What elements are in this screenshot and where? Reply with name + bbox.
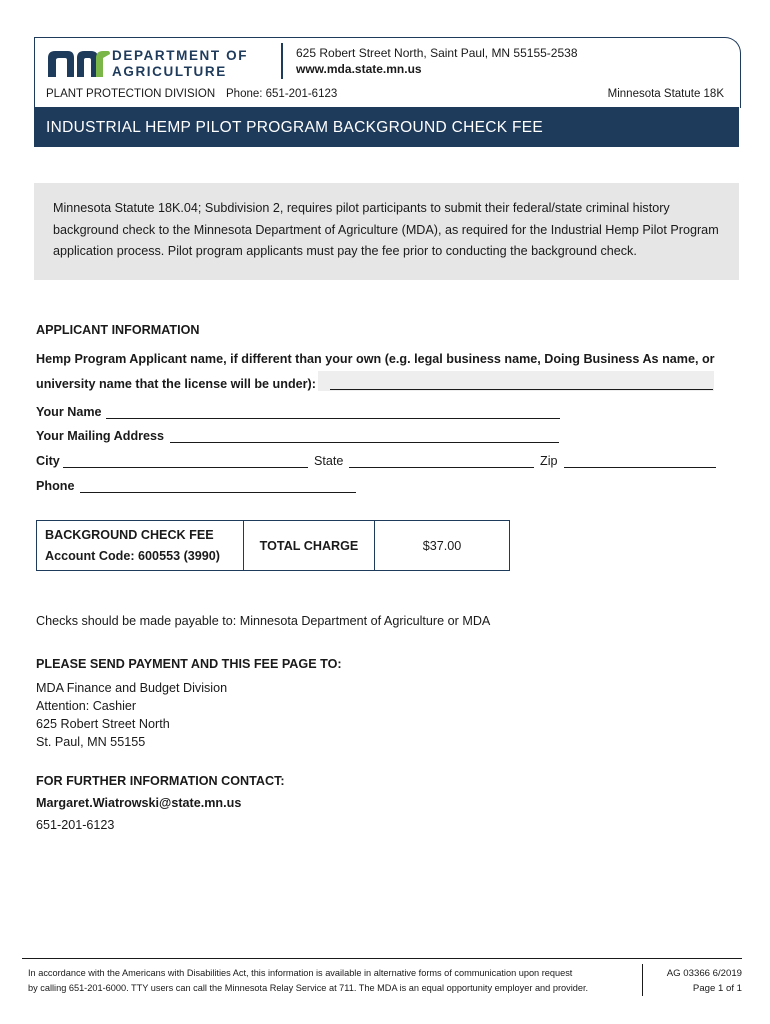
business-name-label-2: university name that the license will be under): xyxy=(36,377,316,391)
footer-line-1: In accordance with the Americans with Disabilities Act, this information is available in alternative forms of communication upon request xyxy=(28,968,573,978)
send-line-2: Attention: Cashier xyxy=(36,699,137,713)
mailing-address-label: Your Mailing Address xyxy=(36,429,165,443)
fee-table xyxy=(36,520,510,571)
contact-email[interactable]: Margaret.Wiatrowski@state.mn.us xyxy=(36,796,242,810)
logo-line-2: AGRICULTURE xyxy=(112,64,227,79)
footer-divider xyxy=(642,964,643,996)
footer-line-2: by calling 651-201-6000. TTY users can call the Minnesota Relay Service at 711. The MDA is an equal opportunity employer and provider. xyxy=(28,983,589,993)
title-banner xyxy=(34,107,739,147)
business-name-field[interactable] xyxy=(318,371,714,391)
send-heading: PLEASE SEND PAYMENT AND THIS FEE PAGE TO: xyxy=(36,657,342,671)
website-link[interactable]: www.mda.state.mn.us xyxy=(296,62,422,76)
phone-field[interactable] xyxy=(80,492,356,493)
zip-field[interactable] xyxy=(564,467,716,468)
applicant-heading: APPLICANT INFORMATION xyxy=(36,323,200,337)
intro-box xyxy=(34,183,739,280)
contact-phone: 651-201-6123 xyxy=(36,818,115,832)
state-field[interactable] xyxy=(349,467,534,468)
city-field[interactable] xyxy=(63,467,308,468)
mailing-address-block xyxy=(36,679,227,751)
name-label: Your Name xyxy=(36,405,102,419)
contact-heading: FOR FURTHER INFORMATION CONTACT: xyxy=(36,774,285,788)
business-name-label-1: Hemp Program Applicant name, if different than your own (e.g. legal business name, Doing Business As name, or xyxy=(36,352,715,366)
total-charge-amount: $37.00 xyxy=(375,521,510,571)
street-address: 625 Robert Street North, Saint Paul, MN 55155-2538 xyxy=(296,46,578,60)
send-line-3: 625 Robert Street North xyxy=(36,717,170,731)
footer-form-info xyxy=(650,966,742,996)
mailing-address-field[interactable] xyxy=(170,442,559,443)
payable-note: Checks should be made payable to: Minnesota Department of Agriculture or MDA xyxy=(36,614,491,628)
total-charge-label: TOTAL CHARGE xyxy=(244,521,375,571)
fee-description-cell xyxy=(37,521,244,571)
account-code: Account Code: 600553 (3990) xyxy=(45,548,220,563)
logo-line-1: DEPARTMENT OF xyxy=(112,48,249,63)
footer-rule xyxy=(22,958,742,959)
division-label: PLANT PROTECTION DIVISION xyxy=(46,88,216,100)
fee-row xyxy=(37,521,510,571)
statute-label: Minnesota Statute 18K xyxy=(607,88,724,100)
fee-label: BACKGROUND CHECK FEE xyxy=(45,527,214,542)
intro-text: Minnesota Statute 18K.04; Subdivision 2, requires pilot participants to submit their federal/state criminal history background check to the Minnesota Department of Agriculture (MDA), as required for the Industrial Hemp Pilot Program application process. Pilot program applicants must pay the fee prior to conducting the background check. xyxy=(53,201,719,258)
page-title: INDUSTRIAL HEMP PILOT PROGRAM BACKGROUND CHECK FEE xyxy=(46,119,544,136)
header-address-block xyxy=(296,45,578,77)
form-id: AG 03366 6/2019 xyxy=(666,968,742,979)
logo-wordmark xyxy=(112,48,248,80)
footer-ada-notice xyxy=(28,966,588,996)
phone-label: Phone xyxy=(36,479,75,493)
header-divider xyxy=(281,43,283,79)
send-line-1: MDA Finance and Budget Division xyxy=(36,681,228,695)
city-label: City xyxy=(36,454,60,468)
business-name-line xyxy=(330,389,713,390)
name-field[interactable] xyxy=(106,418,560,419)
division-phone: Phone: 651-201-6123 xyxy=(226,88,338,100)
state-label: State xyxy=(314,454,344,468)
page-number: Page 1 of 1 xyxy=(692,983,742,994)
zip-label: Zip xyxy=(540,454,558,468)
send-line-4: St. Paul, MN 55155 xyxy=(36,735,146,749)
